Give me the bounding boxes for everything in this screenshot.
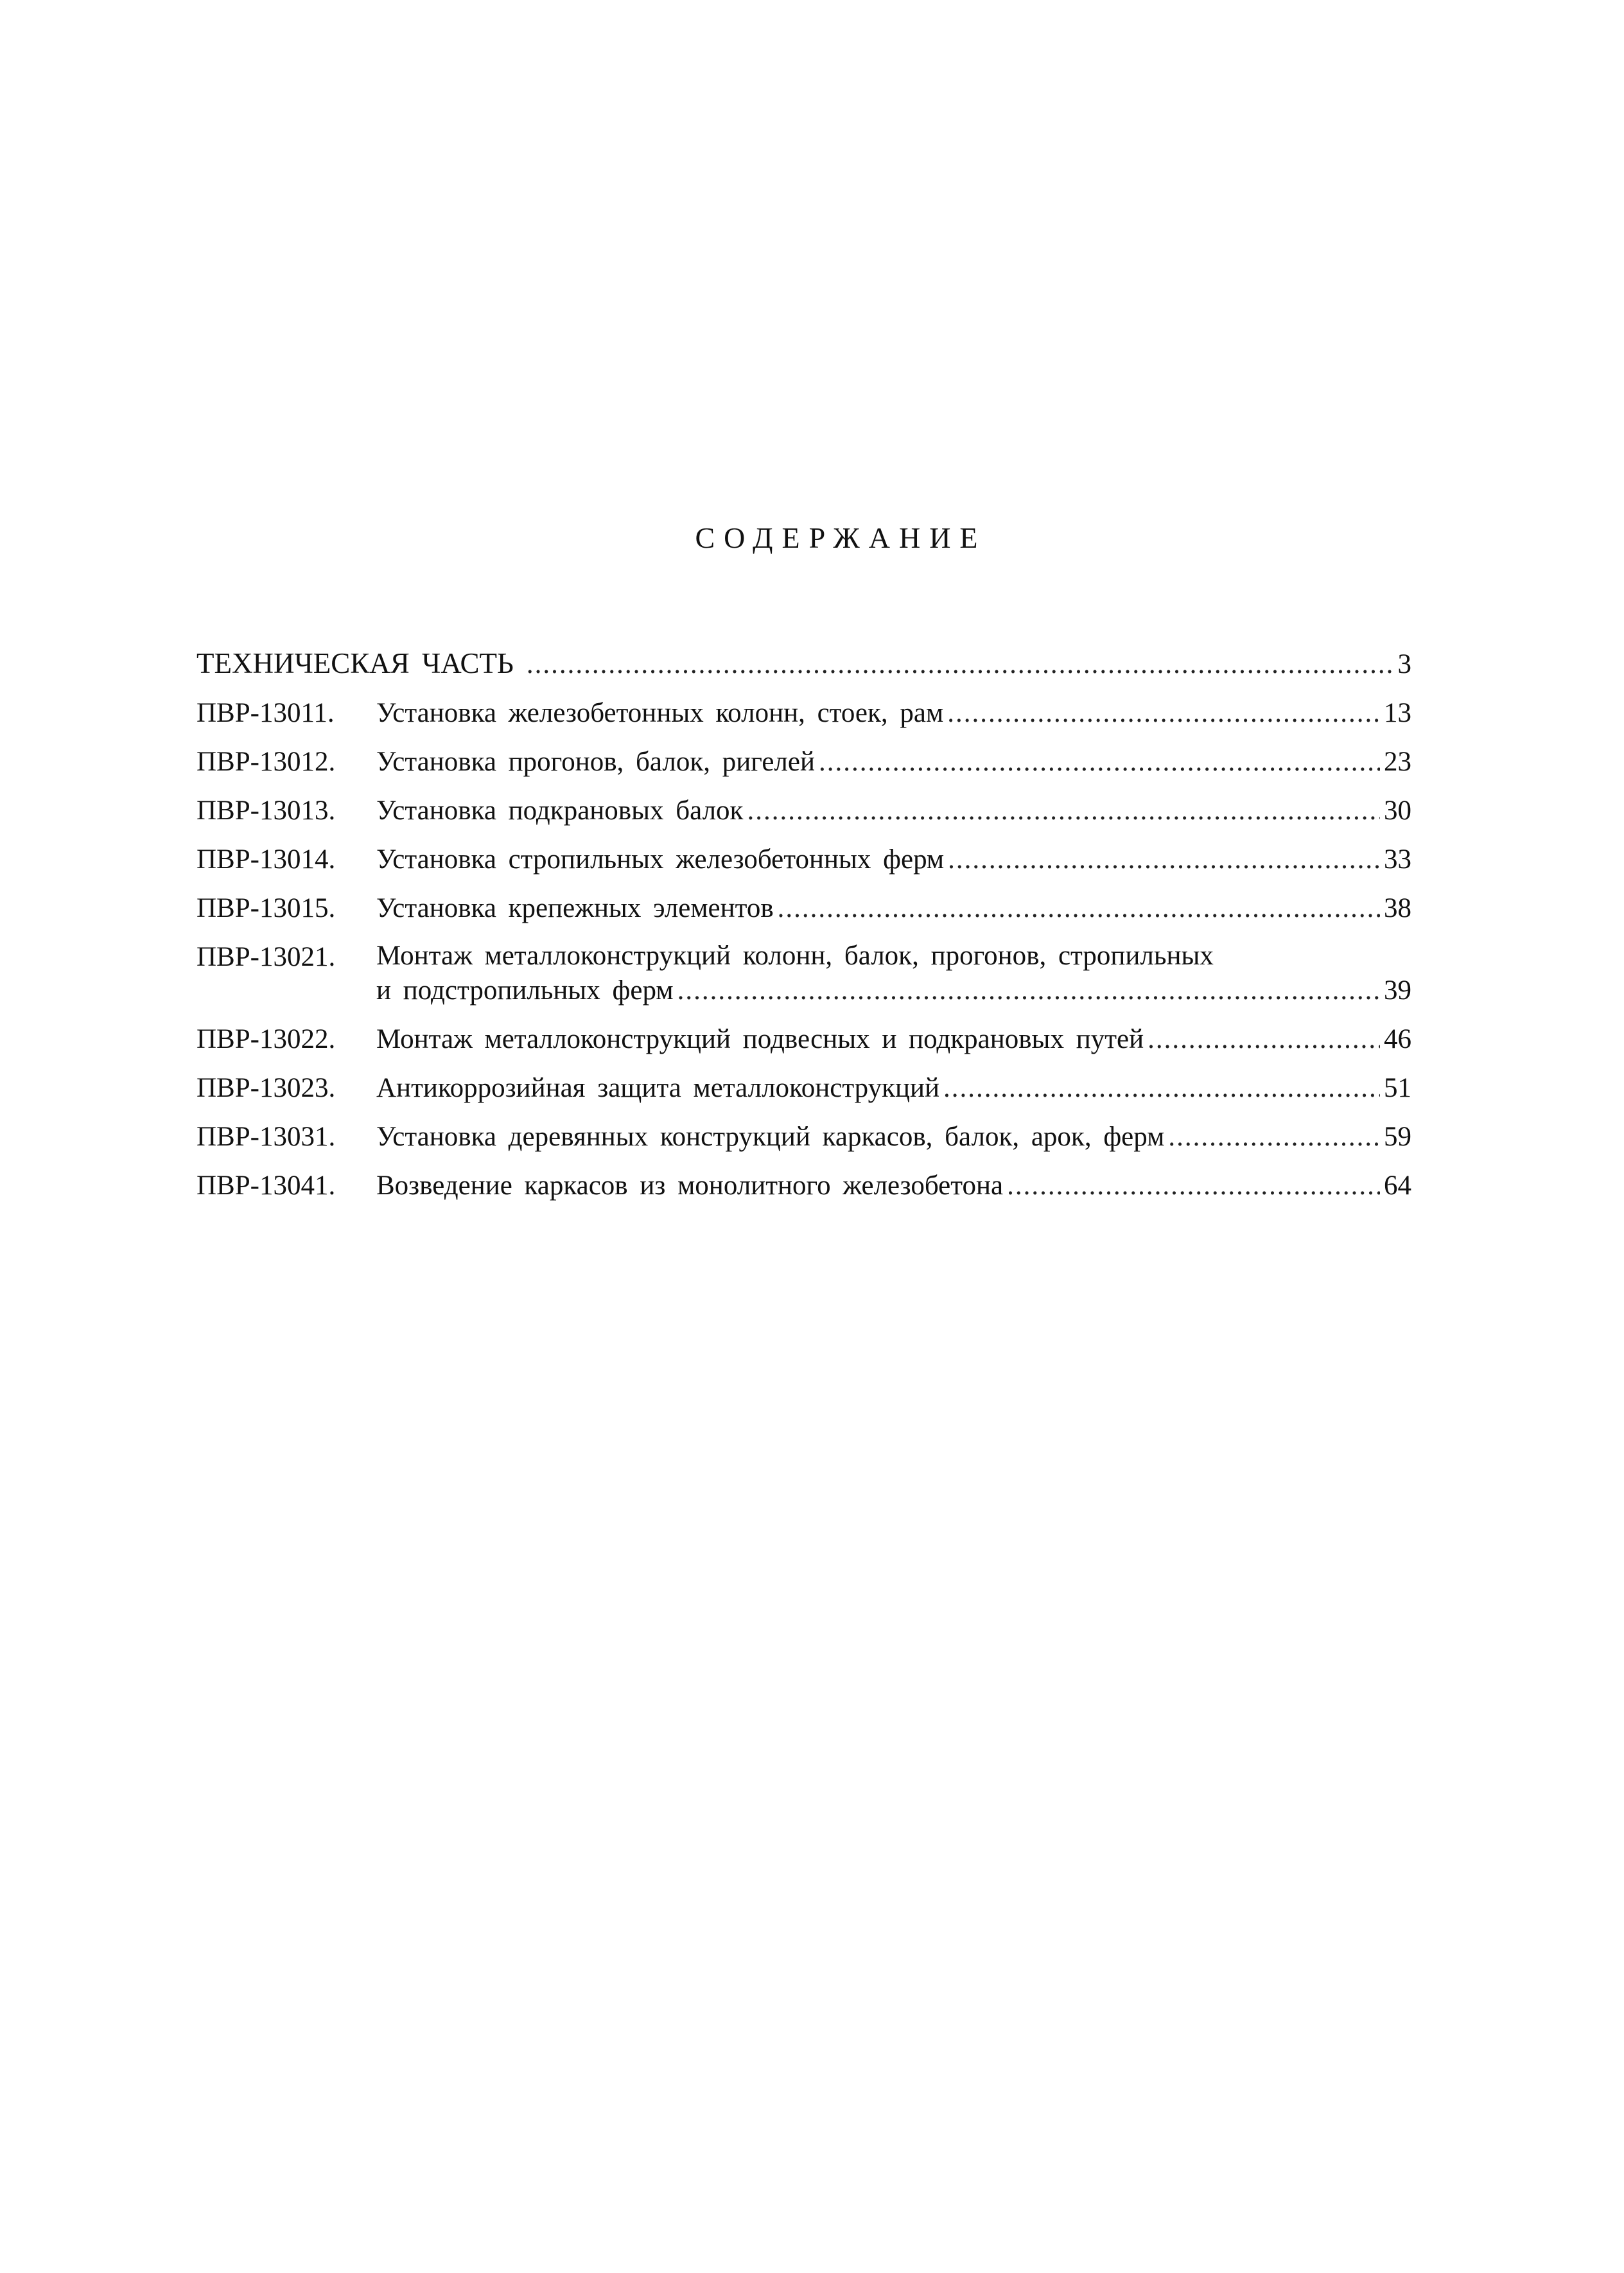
toc-entry-line xyxy=(376,1119,1411,1155)
toc-entry-line xyxy=(376,973,1411,1009)
toc-entry-body xyxy=(376,695,1411,731)
dot-leader xyxy=(778,891,1380,927)
dot-leader xyxy=(947,695,1380,731)
dot-leader xyxy=(527,647,1394,683)
toc-entry-code: ПВР-13014. xyxy=(196,844,336,875)
toc-entry-pvr-13012[interactable] xyxy=(196,744,1411,780)
toc-entry-pvr-13031[interactable] xyxy=(196,1119,1411,1155)
dot-leader xyxy=(677,973,1380,1009)
toc-entry-title: Установка железобетонных колонн, стоек, рам xyxy=(376,698,944,728)
toc-entry-code: ПВР-13011. xyxy=(196,698,335,728)
toc-entry-body xyxy=(376,842,1411,878)
toc-page-number: 46 xyxy=(1384,1024,1411,1054)
toc-entry-code: ПВР-13041. xyxy=(196,1171,336,1201)
toc-entry-line xyxy=(376,793,1411,829)
table-of-contents xyxy=(196,645,1411,1217)
dot-leader xyxy=(1148,1022,1380,1058)
toc-entry-title: Монтаж металлоконструкций подвесных и подкрановых путей xyxy=(376,1024,1144,1054)
toc-entry-title: Антикоррозийная защита металлоконструкций xyxy=(376,1073,940,1103)
toc-entry-body xyxy=(376,1070,1411,1106)
toc-page-number: 59 xyxy=(1384,1122,1411,1152)
toc-entry-title: ТЕХНИЧЕСКАЯ ЧАСТЬ xyxy=(196,647,514,679)
toc-entry-title-line: Монтаж металлоконструкций колонн, балок, прогонов, стропильных xyxy=(376,941,1214,971)
toc-entry-pvr-13022[interactable] xyxy=(196,1022,1411,1058)
toc-page-number: 38 xyxy=(1384,893,1411,923)
toc-entry-code: ПВР-13031. xyxy=(196,1122,336,1152)
toc-entry-technical-part[interactable] xyxy=(196,645,1411,683)
dot-leader xyxy=(1168,1119,1380,1155)
dot-leader xyxy=(943,1070,1380,1106)
toc-entry-title: Установка стропильных железобетонных ферм xyxy=(376,844,945,875)
toc-entry-body xyxy=(376,1119,1411,1155)
toc-entry-title: Установка прогонов, балок, ригелей xyxy=(376,747,815,777)
dot-leader xyxy=(948,842,1380,878)
toc-entry-line xyxy=(376,1168,1411,1204)
toc-page-number: 64 xyxy=(1384,1171,1411,1201)
toc-entry-body xyxy=(376,1022,1411,1058)
toc-entry-pvr-13013[interactable] xyxy=(196,793,1411,829)
toc-page-number: 23 xyxy=(1384,747,1411,777)
toc-entry-title: Установка подкрановых балок xyxy=(376,796,744,826)
dot-leader xyxy=(1007,1168,1380,1204)
toc-entry-pvr-13014[interactable] xyxy=(196,842,1411,878)
toc-entry-code: ПВР-13022. xyxy=(196,1024,336,1054)
toc-page-number: 13 xyxy=(1384,698,1411,728)
toc-entry-code: ПВР-13015. xyxy=(196,893,336,923)
toc-entry-code: ПВР-13023. xyxy=(196,1073,336,1103)
toc-page-number: 30 xyxy=(1384,796,1411,826)
toc-entry-code: ПВР-13021. xyxy=(196,942,336,972)
toc-entry-pvr-13041[interactable] xyxy=(196,1168,1411,1204)
toc-entry-line xyxy=(376,842,1411,878)
toc-entry-body xyxy=(376,891,1411,927)
toc-entry-line xyxy=(376,891,1411,927)
toc-entry-pvr-13023[interactable] xyxy=(196,1070,1411,1106)
toc-entry-body xyxy=(376,1168,1411,1204)
toc-entry-title: Установка крепежных элементов xyxy=(376,893,774,923)
toc-page-number: 39 xyxy=(1384,975,1411,1006)
toc-entry-body xyxy=(376,939,1411,1009)
toc-page-number: 3 xyxy=(1397,649,1411,679)
dot-leader xyxy=(747,793,1380,829)
toc-entry-body xyxy=(196,645,1411,683)
toc-entry-line xyxy=(376,744,1411,780)
toc-page-number: 33 xyxy=(1384,844,1411,875)
toc-entry-pvr-13011[interactable] xyxy=(196,695,1411,731)
toc-entry-pvr-13015[interactable] xyxy=(196,891,1411,927)
toc-entry-body xyxy=(376,793,1411,829)
toc-entry-code: ПВР-13013. xyxy=(196,796,336,826)
toc-entry-line xyxy=(376,1070,1411,1106)
toc-entry-line xyxy=(196,645,1411,683)
toc-entry-pvr-13021[interactable] xyxy=(196,939,1411,1009)
toc-entry-line xyxy=(376,1022,1411,1058)
toc-entry-title: и подстропильных ферм xyxy=(376,975,674,1006)
page-title: СОДЕРЖАНИЕ xyxy=(695,521,987,554)
toc-page-number: 51 xyxy=(1384,1073,1411,1103)
toc-entry-title: Установка деревянных конструкций каркасов, балок, арок, ферм xyxy=(376,1122,1165,1152)
toc-entry-line xyxy=(376,695,1411,731)
toc-entry-code: ПВР-13012. xyxy=(196,747,336,777)
toc-entry-title: Возведение каркасов из монолитного железобетона xyxy=(376,1171,1004,1201)
dot-leader xyxy=(819,744,1380,780)
toc-entry-body xyxy=(376,744,1411,780)
